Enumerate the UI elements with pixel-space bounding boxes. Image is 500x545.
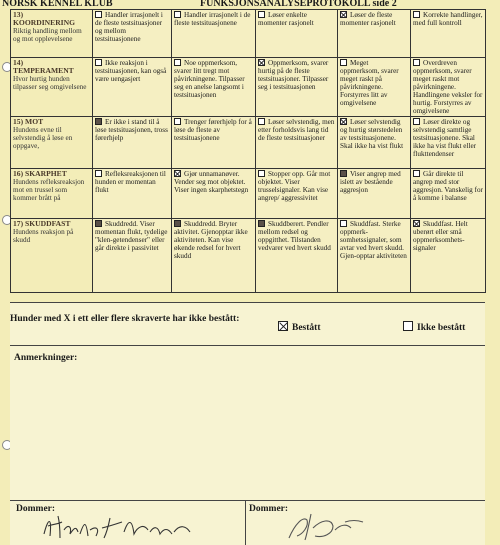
trait-description: Hundens evne til selvstendig å løse en oppgave, <box>13 126 73 150</box>
score-text: Løser selvstendig, men etter forholdsvis lang tid de fleste testsituasjoner <box>258 118 335 142</box>
passed-checkbox[interactable] <box>278 321 288 331</box>
checkbox[interactable] <box>95 59 102 66</box>
checkbox[interactable] <box>258 118 265 125</box>
summary-question: Hunder med X i ett eller flere skraverte har ikke bestått: <box>10 314 240 324</box>
trait-label <box>11 117 93 169</box>
checkbox[interactable] <box>413 11 420 18</box>
shaded-checkbox[interactable] <box>95 220 102 227</box>
trait-label <box>11 10 93 58</box>
score-cell[interactable] <box>411 219 486 293</box>
score-text: Korrekte handlinger, med full kontroll <box>413 11 483 27</box>
failed-label: Ikke bestått <box>417 323 466 333</box>
checked-checkbox[interactable] <box>413 220 420 227</box>
checked-checkbox[interactable] <box>258 59 265 66</box>
trait-number: 15) MOT <box>13 117 44 126</box>
score-text: Handler irrasjonelt i de fleste testsituasjonene <box>174 11 251 27</box>
score-cell[interactable] <box>256 169 338 219</box>
evaluation-table <box>10 9 486 293</box>
judge-label-1: Dommer: <box>16 504 56 514</box>
score-text: Løser selvstendig og hurtig størstedelen av testsituasjonene. Skal ikke ha vist flukt <box>340 118 404 150</box>
score-text: Gjør unnamanøver. Vender seg mot objektet. Viser ingen skarphetstegn <box>174 170 249 194</box>
score-text: Skuddfast. Sterke oppmerk-somhetssignaler, som avtar ved hvert skudd. Gjen-opptar aktiviteten <box>340 220 407 260</box>
score-cell[interactable] <box>256 117 338 169</box>
checkbox[interactable] <box>413 170 420 177</box>
trait-title: TEMPERAMENT <box>13 66 74 75</box>
score-cell[interactable] <box>172 117 256 169</box>
checkbox[interactable] <box>340 59 347 66</box>
divider <box>10 345 485 346</box>
trait-description: Riktig handling mellom og mot opplevelsene <box>13 27 82 43</box>
org-name: NORSK KENNEL KLUB <box>2 0 113 9</box>
checkbox[interactable] <box>258 11 265 18</box>
score-text: Trenger førerhjelp for å løse de fleste av testsituasjonene <box>174 118 252 142</box>
trait-number: 14) <box>13 58 24 67</box>
checkbox[interactable] <box>413 118 420 125</box>
score-text: Refleksreaksjonen til hunden er momentan flukt <box>95 170 166 194</box>
score-text: Oppmerksom, svarer hurtig på de fleste testsituasjoner. Tilpasser seg i testsituasjonen <box>258 59 329 91</box>
judge-signature-1 <box>40 510 210 542</box>
score-cell[interactable] <box>256 10 338 58</box>
score-cell[interactable] <box>172 169 256 219</box>
trait-number: 16) SKARPHET <box>13 169 67 178</box>
remarks-label: Anmerkninger: <box>14 353 78 363</box>
checkbox[interactable] <box>174 118 181 125</box>
page-header <box>0 0 500 9</box>
score-cell[interactable] <box>411 10 486 58</box>
score-text: Skuddberert. Pendler mellom redsel og oppgitthet. Tilstanden vedvarer ved hvert skudd <box>258 220 331 252</box>
checkbox[interactable] <box>174 11 181 18</box>
score-text: Skuddredd. Viser momentan flukt, tydelige "klen-getendenser" eller går direkte i passivitet <box>95 220 168 252</box>
score-text: Skuddfast. Helt uberørt eller små oppmerksomhets-signaler <box>413 220 468 252</box>
checked-checkbox[interactable] <box>340 118 347 125</box>
score-text: Handler irrasjonelt i de fleste testsituasjoner og mellom testsituasjonene <box>95 11 163 43</box>
score-cell[interactable] <box>93 219 172 293</box>
score-text: Skuddredd. Bryter aktivitet. Gjenopptar ikke aktiviteten. Kan vise økende redsel for hvert skudd <box>174 220 248 260</box>
checkbox[interactable] <box>413 59 420 66</box>
score-cell[interactable] <box>338 219 411 293</box>
score-cell[interactable] <box>172 10 256 58</box>
checkbox[interactable] <box>95 170 102 177</box>
divider <box>10 302 485 303</box>
shaded-checkbox[interactable] <box>258 220 265 227</box>
divider <box>10 500 485 501</box>
score-cell[interactable] <box>338 58 411 117</box>
trait-number: 13) <box>13 10 24 19</box>
score-text: Viser angrep med islett av bestående aggresjon <box>340 170 401 194</box>
score-text: Løser direkte og selvstendig samtlige testsituasjonene. Skal ikke ha vist flukt eller flukttendenser <box>413 118 477 158</box>
checked-checkbox[interactable] <box>174 170 181 177</box>
trait-label <box>11 169 93 219</box>
shaded-checkbox[interactable] <box>340 170 347 177</box>
score-text: Løser de fleste momenter rasjonelt <box>340 11 396 27</box>
judge-signature-2 <box>285 510 375 542</box>
checkbox[interactable] <box>340 220 347 227</box>
score-cell[interactable] <box>172 58 256 117</box>
judge-label-2: Dommer: <box>249 504 289 514</box>
failed-option[interactable] <box>403 321 465 333</box>
score-text: Er ikke i stand til å løse testsituasjonen, tross førerhjelp <box>95 118 168 142</box>
trait-row <box>11 10 486 58</box>
checkbox[interactable] <box>95 11 102 18</box>
protocol-title: FUNKSJONSANALYSEPROTOKOLL side 2 <box>200 0 397 9</box>
score-cell[interactable] <box>93 169 172 219</box>
shaded-checkbox[interactable] <box>174 220 181 227</box>
score-cell[interactable] <box>172 219 256 293</box>
failed-checkbox[interactable] <box>403 321 413 331</box>
score-cell[interactable] <box>411 58 486 117</box>
checkbox[interactable] <box>258 170 265 177</box>
passed-label: Bestått <box>292 323 321 333</box>
trait-description: Hundens reaksjon på skudd <box>13 228 74 244</box>
score-text: Løser enkelte momenter rasjonelt <box>258 11 314 27</box>
score-cell[interactable] <box>411 169 486 219</box>
score-cell[interactable] <box>93 58 172 117</box>
score-cell[interactable] <box>93 117 172 169</box>
score-text: Går direkte til angrep med stor aggresjon. Vanskelig for å komme i balanse <box>413 170 483 202</box>
score-text: Stopper opp. Går mot objektet. Viser trusselsignaler. Kan vise angrep/ aggressivitet <box>258 170 331 202</box>
divider <box>245 500 246 545</box>
score-text: Overdreven oppmerksom, svarer meget raskt mot påvirkningene. Handlingene veksler for hurtig. Forstyrres av omgivelsene <box>413 59 483 115</box>
score-cell[interactable] <box>338 169 411 219</box>
trait-row <box>11 58 486 117</box>
trait-label <box>11 219 93 293</box>
trait-row <box>11 169 486 219</box>
score-text: Noe oppmerksom, svarer litt tregt mot påvirkningene. Tilpasser seg en anelse langsomt i testsituasjonen <box>174 59 245 99</box>
score-text: Ikke reaksjon i testsituasjonen, kan også være uengasjert <box>95 59 167 83</box>
score-cell[interactable] <box>93 10 172 58</box>
score-text: Meget oppmerksom, svarer meget raskt på påvirkningene. Forstyrres litt av omgivelsene <box>340 59 399 107</box>
trait-description: Hundens refleksreaksjon mot en trussel som kommer brått på <box>13 178 85 202</box>
summary-section <box>10 302 485 545</box>
trait-row <box>11 117 486 169</box>
score-cell[interactable] <box>338 117 411 169</box>
checked-checkbox[interactable] <box>340 11 347 18</box>
trait-title: KOORDINERING <box>13 18 76 27</box>
passed-option[interactable] <box>278 321 321 333</box>
trait-number: 17) SKUDDFAST <box>13 219 71 228</box>
checkbox[interactable] <box>174 59 181 66</box>
trait-description: Hvor hurtig hunden tilpasser seg omgivelsene <box>13 75 87 91</box>
trait-label <box>11 58 93 117</box>
score-cell[interactable] <box>411 117 486 169</box>
score-cell[interactable] <box>256 58 338 117</box>
trait-row <box>11 219 486 293</box>
score-cell[interactable] <box>256 219 338 293</box>
score-cell[interactable] <box>338 10 411 58</box>
shaded-checkbox[interactable] <box>95 118 102 125</box>
